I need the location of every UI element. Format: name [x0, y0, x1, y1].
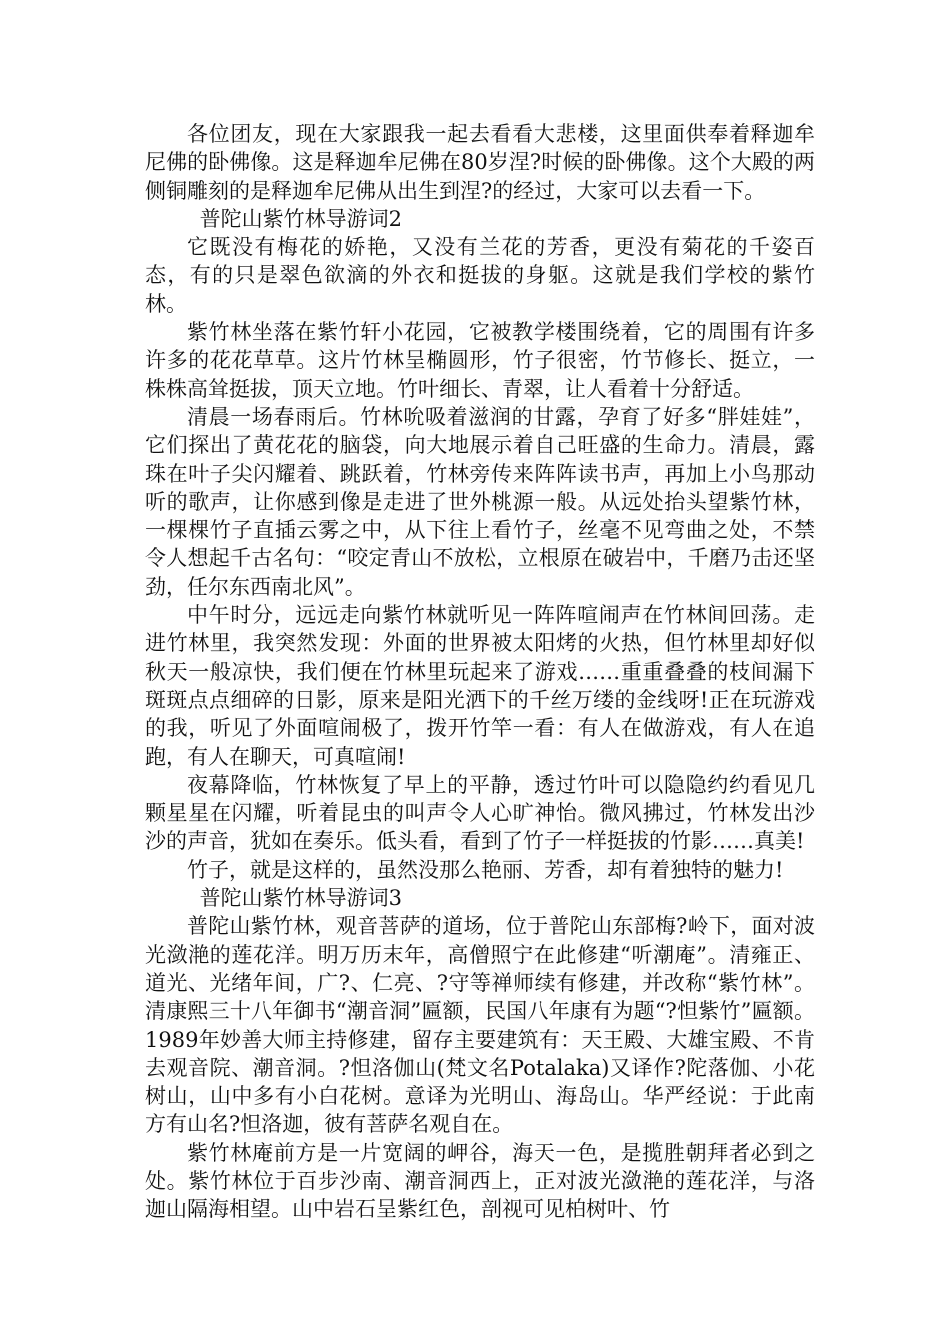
paragraph-scenery: 紫竹林庵前方是一片宽阔的岬谷，海天一色，是揽胜朝拜者必到之处。紫竹林位于百步沙南、潮音洞西上，正对波光潋滟的莲花洋，与洛迦山隔海相望。山中岩石呈紫红色，剖视可见柏树叶、竹 [145, 1140, 815, 1222]
paragraph-noon: 中午时分，远远走向紫竹林就听见一阵阵喧闹声在竹林间回荡。走进竹林里，我突然发现：外面的世界被太阳烤的火热，但竹林里却好似秋天一般凉快，我们便在竹林里玩起来了游戏……重重叠叠的枝间漏下斑斑点点细碎的日影，原来是阳光洒下的千丝万缕的金线呀!正在玩游戏的我，听见了外面喧闹极了，拨开竹竿一看：有人在做游戏，有人在追跑，有人在聊天，可真喧闹! [145, 603, 815, 769]
heading-guide-2: 普陀山紫竹林导游词2 [199, 206, 402, 231]
paragraph-dabei-tower: 各位团友，现在大家跟我一起去看看大悲楼，这里面供奉着释迦牟尼佛的卧佛像。这是释迦牟尼佛在80岁涅?时候的卧佛像。这个大殿的两侧铜雕刻的是释迦牟尼佛从出生到涅?的经过，大家可以去看一下。 [145, 122, 815, 203]
paragraph-morning: 清晨一场春雨后。竹林吮吸着滋润的甘露，孕育了好多“胖娃娃”，它们探出了黄花花的脑袋，向大地展示着自己旺盛的生命力。清晨，露珠在叶子尖闪耀着、跳跃着，竹林旁传来阵阵读书声，再加上小鸟那动听的歌声，让你感到像是走进了世外桃源一般。从远处抬头望紫竹林，一棵棵竹子直插云雾之中，从下往上看竹子，丝毫不见弯曲之处，不禁令人想起千古名句：“咬定青山不放松，立根原在破岩中，千磨乃击还坚劲，任尔东西南北风”。 [145, 404, 815, 599]
paragraph-night: 夜幕降临，竹林恢复了早上的平静，透过竹叶可以隐隐约约看见几颗星星在闪耀，听着昆虫的叫声令人心旷神怡。微风拂过，竹林发出沙沙的声音，犹如在奏乐。低头看，看到了竹子一样挺拔的竹影……真美! [145, 772, 815, 854]
paragraph-conclusion: 竹子，就是这样的，虽然没那么艳丽、芳香，却有着独特的魅力! [187, 857, 784, 882]
paragraph-location: 紫竹林坐落在紫竹轩小花园，它被教学楼围绕着，它的周围有许多许多的花花草草。这片竹林呈椭圆形，竹子很密，竹节修长、挺立，一株株高耸挺拔，顶天立地。竹叶细长、青翠，让人看着十分舒适。 [145, 320, 815, 401]
paragraph-intro: 它既没有梅花的娇艳，又没有兰花的芳香，更没有菊花的千姿百态，有的只是翠色欲滴的外衣和挺拔的身躯。这就是我们学校的紫竹林。 [145, 235, 815, 316]
heading-guide-3: 普陀山紫竹林导游词3 [199, 886, 402, 911]
paragraph-history: 普陀山紫竹林，观音菩萨的道场，位于普陀山东部梅?岭下，面对波光潋滟的莲花洋。明万历末年，高僧照宁在此修建“听潮庵”。清雍正、道光、光绪年间，广?、仁亮、?守等禅师续有修建，并改称“紫竹林”。清康熙三十八年御书“潮音洞”匾额，民国八年康有为题“?怛紫竹”匾额。1989年妙善大师主持修建，留存主要建筑有：天王殿、大雄宝殿、不肯去观音院、潮音洞。?怛洛伽山(梵文名Potalaka)又译作?陀落伽、小花树山，山中多有小白花树。意译为光明山、海岛山。华严经说：于此南方有山名?怛洛迦，彼有菩萨名观自在。 [145, 914, 815, 1137]
document-page [145, 120, 815, 1224]
